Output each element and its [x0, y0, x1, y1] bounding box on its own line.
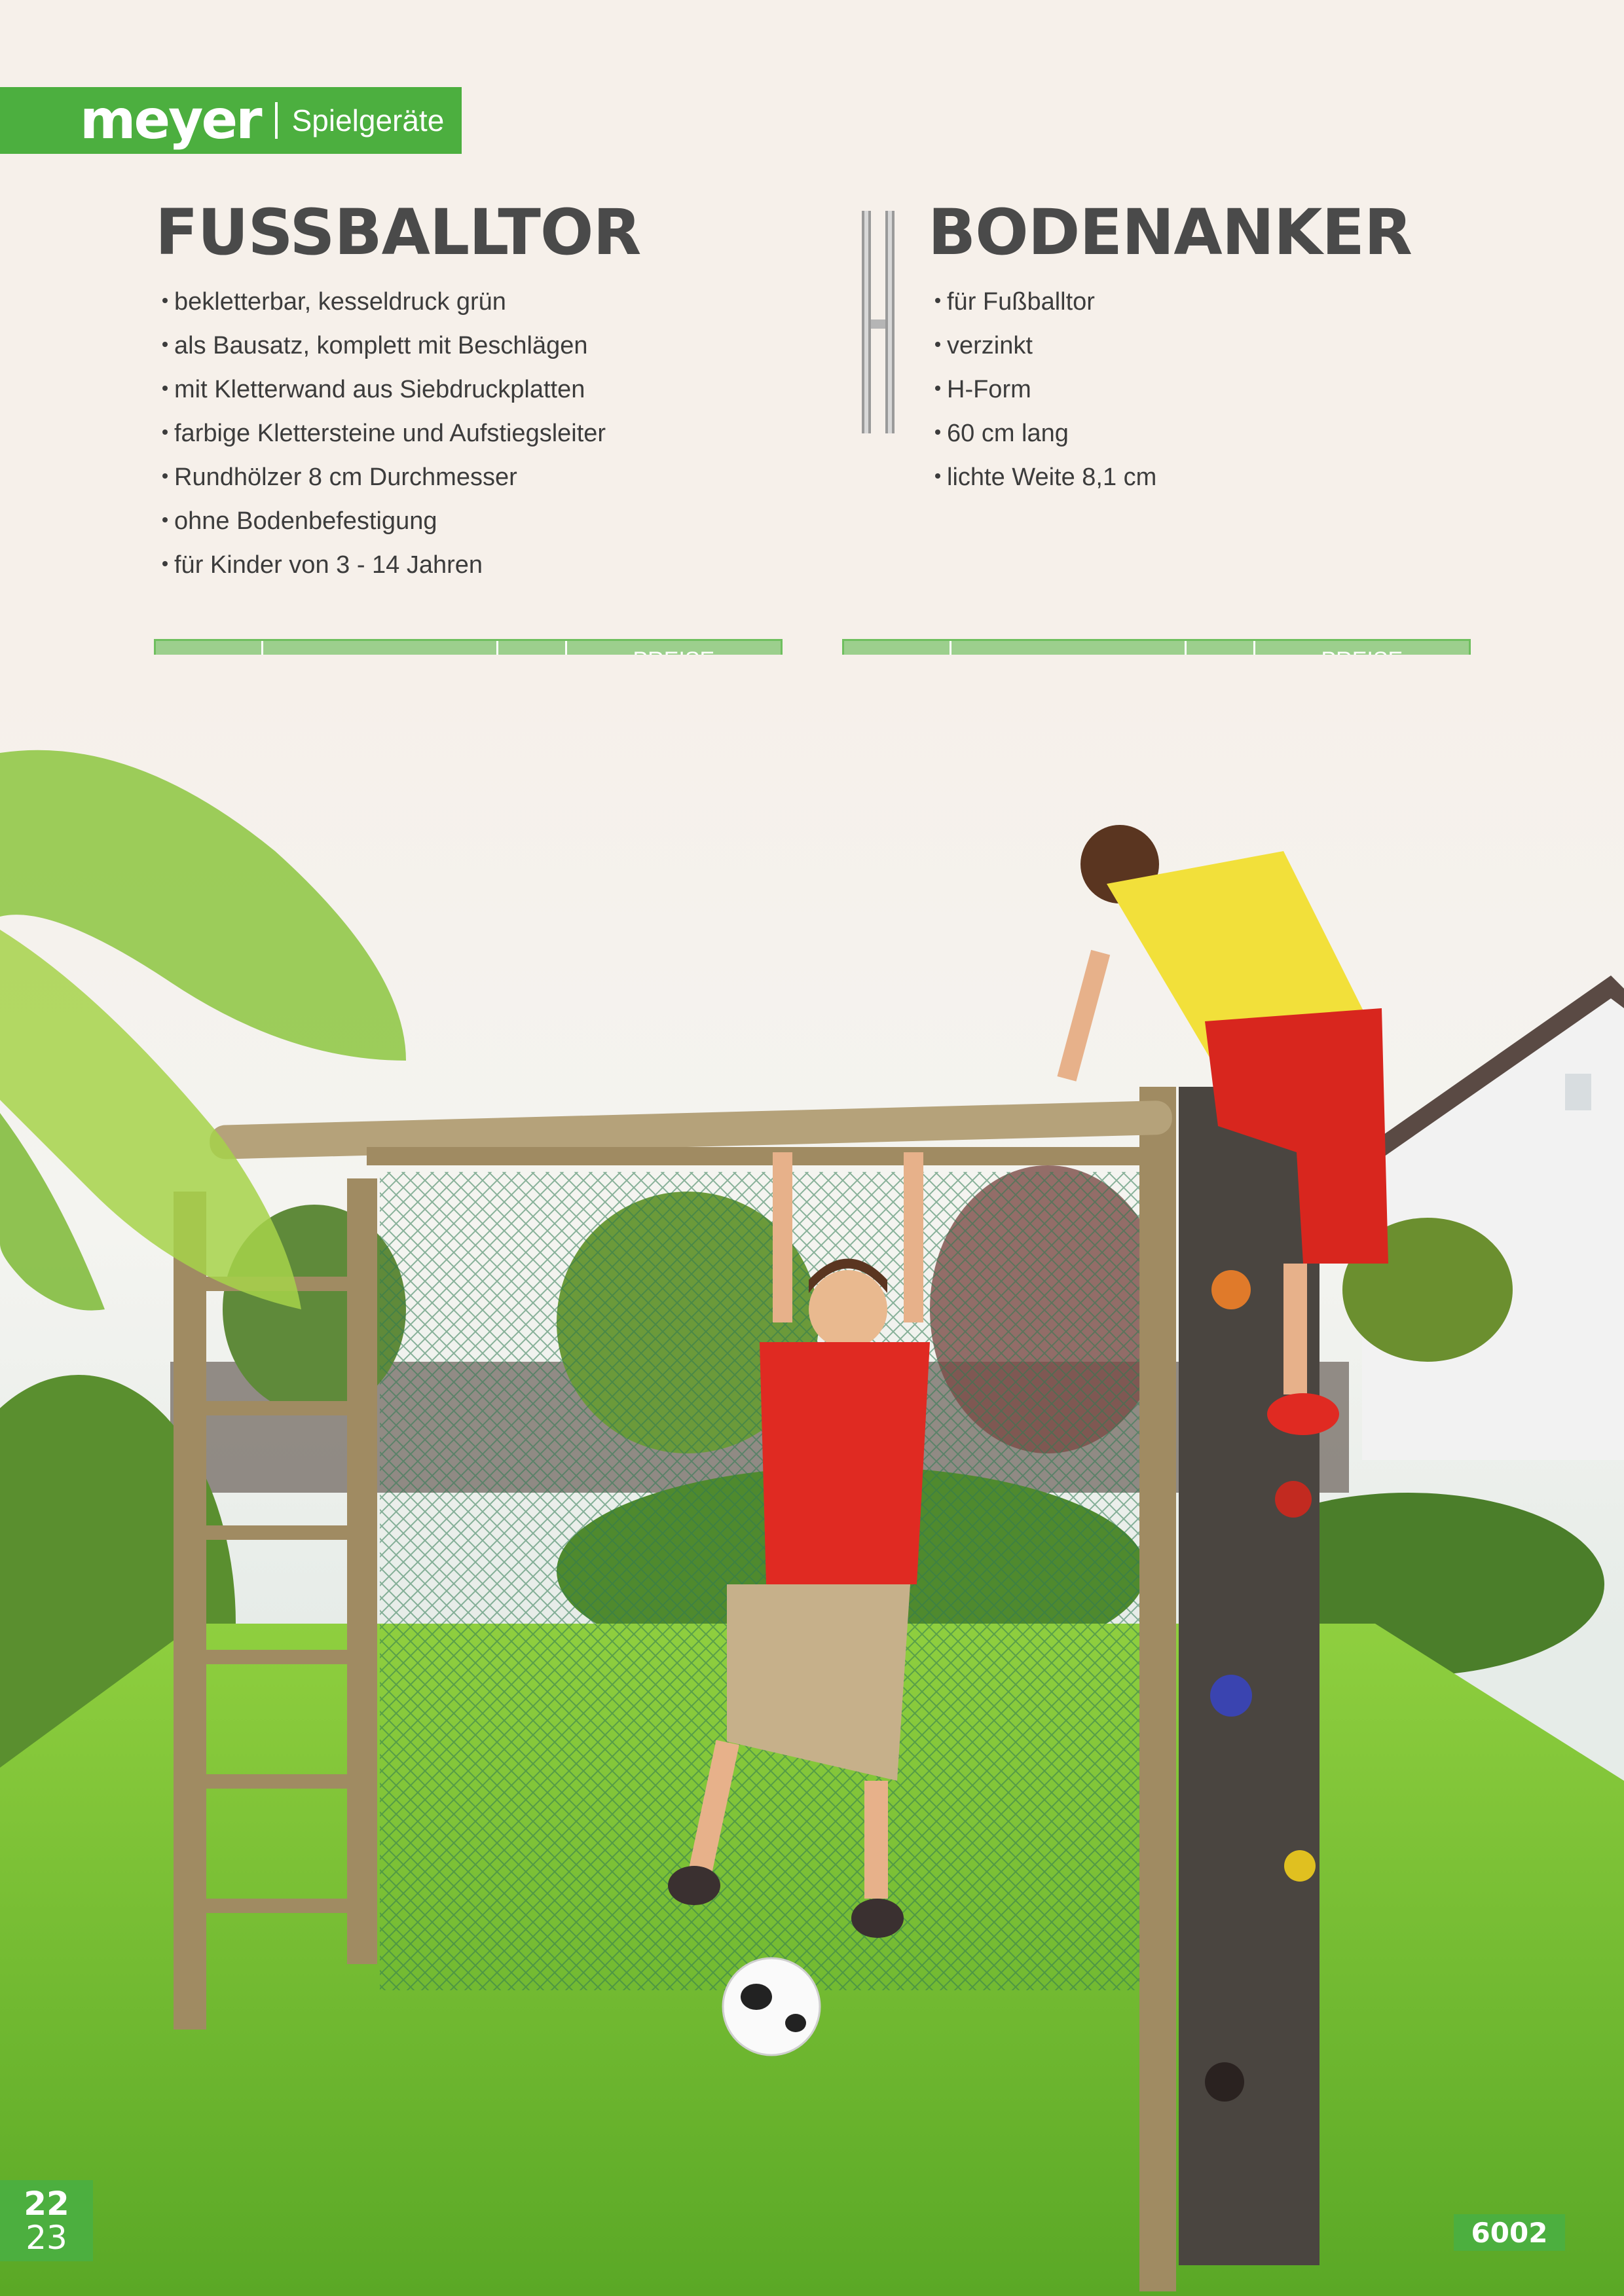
brand-header	[0, 87, 462, 154]
photo-article-badge: 6002	[1454, 2214, 1565, 2251]
feature-list-bodenanker	[935, 280, 1156, 500]
bullet-icon	[162, 517, 168, 522]
bullet-icon	[935, 473, 940, 479]
brand-logo: meyer	[80, 89, 261, 151]
feature-list-fussballtor	[162, 280, 606, 587]
bullet-icon	[935, 386, 940, 391]
feature-item: für Kinder von 3 - 14 Jahren	[162, 543, 606, 587]
brand-divider	[275, 102, 278, 139]
page-number-right: 23	[26, 2219, 67, 2257]
bullet-icon	[162, 473, 168, 479]
product-photo	[0, 655, 1624, 2296]
feature-item: lichte Weite 8,1 cm	[935, 456, 1156, 500]
feature-item: als Bausatz, komplett mit Beschlägen	[162, 324, 606, 368]
ground-anchor-image	[859, 208, 897, 437]
page-number-left: 22	[24, 2185, 69, 2223]
section-title: Spielgeräte	[291, 103, 445, 137]
product-title-fussballtor: FUSSBALLTOR	[155, 196, 641, 269]
bullet-icon	[162, 342, 168, 347]
feature-item: Rundhölzer 8 cm Durchmesser	[162, 456, 606, 500]
bullet-icon	[162, 561, 168, 566]
feature-item: ohne Bodenbefestigung	[162, 500, 606, 543]
feature-item: verzinkt	[935, 324, 1156, 368]
feature-item: H-Form	[935, 368, 1156, 412]
feature-item: bekletterbar, kesseldruck grün	[162, 280, 606, 324]
feature-item: mit Kletterwand aus Siebdruckplatten	[162, 368, 606, 412]
bullet-icon	[162, 429, 168, 435]
page-number	[0, 2180, 93, 2261]
bullet-icon	[935, 298, 940, 303]
feature-item: 60 cm lang	[935, 412, 1156, 456]
product-title-bodenanker: BODENANKER	[928, 196, 1412, 269]
bullet-icon	[162, 386, 168, 391]
feature-item: für Fußballtor	[935, 280, 1156, 324]
bullet-icon	[162, 298, 168, 303]
bullet-icon	[935, 429, 940, 435]
feature-item: farbige Klettersteine und Aufstiegsleiter	[162, 412, 606, 456]
bullet-icon	[935, 342, 940, 347]
